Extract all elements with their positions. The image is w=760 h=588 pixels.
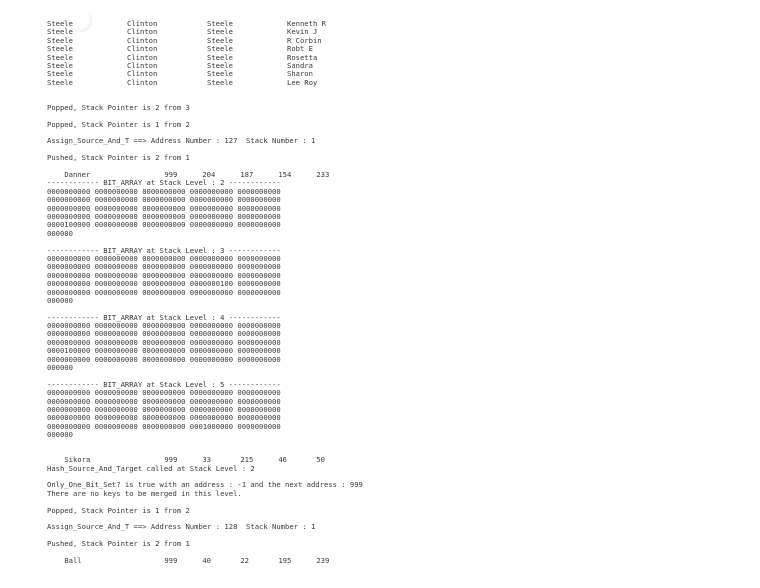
record-danner — [47, 163, 747, 180]
log-no-keys: There are no keys to be merged in this level. — [47, 488, 242, 498]
log-only-one-bit: Only_One_Bit_Set? is true with an address : -1 and the next address : 999 — [47, 480, 363, 490]
bit-array-line: 0000000000 0000000000 0000000000 0000000000 0000000000 — [47, 211, 281, 221]
bit-array-line: 0000000000 0000000000 0000000000 0001000000 0000000000 — [47, 421, 281, 431]
name-cell: Sandra — [287, 60, 313, 70]
name-cell: Sharon — [287, 69, 313, 79]
log-assign-1: Assign_Source_And_T ==> Address Number : 127 Stack Number : 1 — [47, 136, 316, 146]
bit-array-block — [47, 314, 747, 373]
log-pushed-1: Pushed, Stack Pointer is 2 from 1 — [47, 153, 190, 163]
name-cell: Steele — [47, 44, 73, 54]
name-cell: Clinton — [127, 19, 158, 28]
bit-array-line: 0000000000 0000000000 0000000000 0000000000 0000000000 — [47, 354, 281, 364]
bit-array-header: ------------ BIT_ARRAY at Stack Level : 3 ------------ — [47, 245, 281, 255]
log-popped-2: Popped, Stack Pointer is 1 from 2 — [47, 119, 190, 129]
log-hash: Hash_Source_And_Target called at Stack Level : 2 — [47, 463, 255, 473]
record-ball — [47, 549, 747, 566]
bit-array-line: 0000000000 0000000000 0000000000 0000000000 0000000000 — [47, 253, 281, 263]
name-cell: Steele — [47, 60, 73, 70]
bit-array-header: ------------ BIT_ARRAY at Stack Level : 2 ------------ — [47, 178, 281, 188]
bit-array-line: 0000000000 0000000000 0000000000 0000000000 0000000000 — [47, 287, 281, 297]
record-value: 187 — [240, 170, 254, 180]
name-cell: Clinton — [127, 44, 158, 54]
name-table — [47, 20, 747, 87]
bit-array-line: 0000000000 0000000000 0000000000 0000000100 0000000000 — [47, 279, 281, 289]
record-value: 22 — [240, 556, 249, 566]
bit-array-line: 0000000000 0000000000 0000000000 0000000000 0000000000 — [47, 337, 281, 347]
record-name: Sikora — [64, 455, 91, 465]
bit-array-line: 0000000000 0000000000 0000000000 0000000000 0000000000 — [47, 203, 281, 213]
bit-array-line: 000000 — [47, 430, 73, 440]
bit-array-line: 0000000000 0000000000 0000000000 0000000000 0000000000 — [47, 413, 281, 423]
record-sikora — [47, 448, 747, 465]
record-value: 999 — [164, 556, 178, 566]
bit-array-line: 0000000000 0000000000 0000000000 0000000000 0000000000 — [47, 329, 281, 339]
name-cell: Robt E — [287, 44, 313, 54]
bit-array-line: 000000 — [47, 228, 73, 238]
log-popped-3: Popped, Stack Pointer is 1 from 2 — [47, 505, 190, 515]
bit-array-block — [47, 381, 747, 440]
name-cell: Steele — [207, 52, 233, 62]
bit-array-block — [47, 247, 747, 306]
name-cell: Lee Roy — [287, 77, 318, 87]
name-cell: Steele — [207, 19, 233, 28]
name-cell: Steele — [47, 52, 73, 62]
name-cell: Clinton — [127, 27, 158, 37]
name-cell: Kevin J — [287, 27, 318, 37]
name-cell: Kenneth R — [287, 19, 326, 28]
bit-array-line: 000000 — [47, 295, 73, 305]
name-cell: Clinton — [127, 69, 158, 79]
record-value: 233 — [316, 170, 330, 180]
name-cell: Steele — [207, 60, 233, 70]
name-cell: Steele — [47, 27, 73, 37]
log-pushed-2: Pushed, Stack Pointer is 2 from 1 — [47, 539, 190, 549]
log-popped-1: Popped, Stack Pointer is 2 from 3 — [47, 102, 190, 112]
record-value: 999 — [164, 170, 178, 180]
bit-array-header: ------------ BIT_ARRAY at Stack Level : 4 ------------ — [47, 312, 281, 322]
name-cell: Clinton — [127, 77, 158, 87]
record-name: Danner — [64, 170, 91, 180]
printout-page — [47, 19, 747, 566]
record-value: 999 — [164, 455, 178, 465]
bit-array-block — [47, 179, 747, 238]
bit-array-line: 0000000000 0000000000 0000000000 0000000000 0000000000 — [47, 321, 281, 331]
name-cell: Rosetta — [287, 52, 318, 62]
bit-array-line: 0000000000 0000000000 0000000000 0000000000 0000000000 — [47, 270, 281, 280]
name-cell: Steele — [47, 19, 73, 28]
name-cell: Clinton — [127, 52, 158, 62]
log-assign-2: Assign_Source_And_T ==> Address Number : 128 Stack Number : 1 — [47, 522, 316, 532]
name-cell: Steele — [47, 69, 73, 79]
name-cell: Steele — [47, 35, 73, 45]
bit-array-line: 0000000000 0000000000 0000000000 0000000000 0000000000 — [47, 195, 281, 205]
bit-array-line: 000000 — [47, 363, 73, 373]
bit-array-line: 0000000000 0000000000 0000000000 0000000000 0000000000 — [47, 186, 281, 196]
name-cell: Steele — [47, 77, 73, 87]
record-value: 215 — [240, 455, 254, 465]
name-cell: R Corbin — [287, 35, 322, 45]
bit-array-line: 0000000000 0000000000 0000000000 0000000000 0000000000 — [47, 262, 281, 272]
bit-array-line: 0000100000 0000000000 0000000000 0000000000 0000000000 — [47, 220, 281, 230]
record-value: 33 — [202, 455, 211, 465]
name-cell: Clinton — [127, 60, 158, 70]
bit-array-line: 0000000000 0000000000 0000000000 0000000000 0000000000 — [47, 388, 281, 398]
name-cell: Steele — [207, 27, 233, 37]
record-value: 46 — [278, 455, 287, 465]
name-cell: Steele — [207, 35, 233, 45]
record-value: 50 — [316, 455, 325, 465]
bit-array-header: ------------ BIT_ARRAY at Stack Level : 5 ------------ — [47, 379, 281, 389]
bit-array-line: 0000100000 0000000000 0000000000 0000000000 0000000000 — [47, 346, 281, 356]
record-value: 40 — [202, 556, 211, 566]
bit-array-line: 0000000000 0000000000 0000000000 0000000000 0000000000 — [47, 404, 281, 414]
record-value: 154 — [278, 170, 292, 180]
record-name: Ball — [64, 556, 82, 566]
bit-arrays — [47, 179, 747, 439]
record-value: 239 — [316, 556, 330, 566]
name-cell: Steele — [207, 44, 233, 54]
record-value: 195 — [278, 556, 292, 566]
name-cell: Clinton — [127, 35, 158, 45]
record-value: 204 — [202, 170, 216, 180]
name-cell: Steele — [207, 69, 233, 79]
name-cell: Steele — [207, 77, 233, 87]
name-row — [47, 79, 747, 87]
bit-array-line: 0000000000 0000000000 0000000000 0000000000 0000000000 — [47, 396, 281, 406]
